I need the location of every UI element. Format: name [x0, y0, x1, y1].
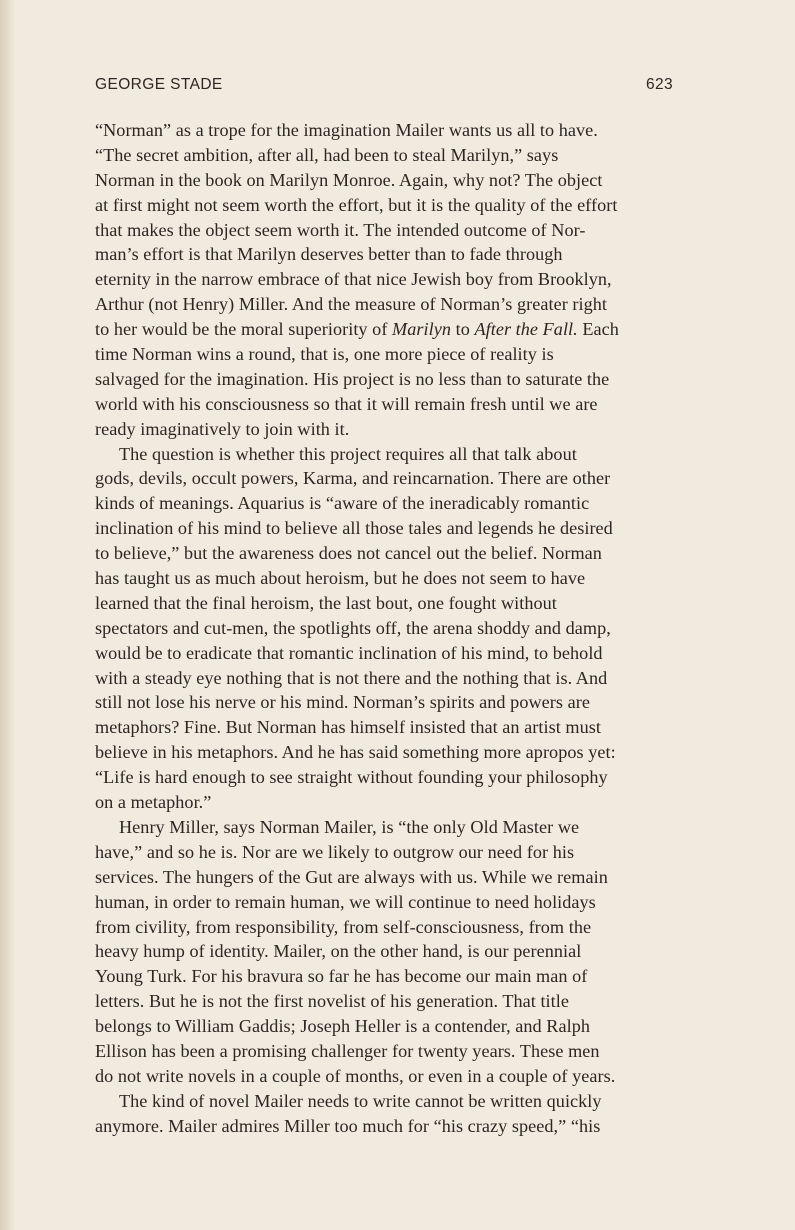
- text-line: on a metaphor.”: [95, 792, 212, 813]
- text-line: kinds of meanings. Aquarius is “aware of the ineradicably romantic: [95, 493, 590, 514]
- text-line: gods, devils, occult powers, Karma, and reincarnation. There are other: [95, 468, 611, 489]
- text-line: “The secret ambition, after all, had been to steal Marilyn,” says: [95, 144, 559, 165]
- text-line: do not write novels in a couple of months, or even in a couple of years.: [95, 1065, 616, 1086]
- text-line: Young Turk. For his bravura so far he has become our main man of: [95, 966, 588, 987]
- page-gutter-shadow: [0, 0, 14, 1230]
- text-segment: Each: [582, 319, 619, 340]
- text-line: with a steady eye nothing that is not there and the nothing that is. And: [95, 667, 608, 688]
- text-line: letters. But he is not the first novelist of his generation. That title: [95, 991, 569, 1012]
- text-line: metaphors? Fine. But Norman has himself insisted that an artist must: [95, 717, 602, 738]
- text-line: services. The hungers of the Gut are always with us. While we remain: [95, 866, 608, 887]
- text-line: belongs to William Gaddis; Joseph Heller is a contender, and Ralph: [95, 1016, 590, 1037]
- text-line: man’s effort is that Marilyn deserves better than to fade through: [95, 244, 563, 265]
- text-line: Ellison has been a promising challenger for twenty years. These men: [95, 1040, 600, 1061]
- text-line: anymore. Mailer admires Miller too much for “his crazy speed,” “his: [95, 1115, 601, 1136]
- text-line: to believe,” but the awareness does not cancel out the belief. Norman: [95, 543, 602, 564]
- text-line: human, in order to remain human, we will continue to need holidays: [95, 891, 596, 912]
- text-line: ready imaginatively to join with it.: [95, 418, 350, 439]
- text-segment: to: [455, 319, 470, 340]
- text-line: Arthur (not Henry) Miller. And the measure of Norman’s greater right: [95, 294, 607, 315]
- text-line: spectators and cut-men, the spotlights off, the arena shoddy and damp,: [95, 617, 611, 638]
- running-title: GEORGE STADE: [95, 76, 223, 93]
- text-line: that makes the object seem worth it. The intended outcome of Nor-: [95, 219, 586, 240]
- text-line: “Norman” as a trope for the imagination Mailer wants us all to have.: [95, 120, 598, 140]
- text-line: inclination of his mind to believe all those tales and legends he desired: [95, 518, 613, 539]
- text-line: have,” and so he is. Nor are we likely to outgrow our need for his: [95, 841, 575, 862]
- text-line: eternity in the narrow embrace of that nice Jewish boy from Brooklyn,: [95, 269, 612, 290]
- text-line: would be to eradicate that romantic inclination of his mind, to behold: [95, 642, 603, 663]
- text-line: still not lose his nerve or his mind. Norman’s spirits and powers are: [95, 692, 590, 713]
- text-line: at first might not seem worth the effort, but it is the quality of the effort: [95, 194, 618, 215]
- italic-title: Marilyn: [392, 319, 451, 340]
- text-line: from civility, from responsibility, from self-consciousness, from the: [95, 916, 592, 937]
- text-line: Norman in the book on Marilyn Monroe. Again, why not? The object: [95, 169, 603, 190]
- text-segment: to her would be the moral superiority of: [95, 319, 388, 340]
- text-line: Henry Miller, says Norman Mailer, is “the only Old Master we: [119, 816, 580, 837]
- text-line: “Life is hard enough to see straight without founding your philosophy: [95, 767, 608, 788]
- text-line: [95, 317, 680, 342]
- text-line: believe in his metaphors. And he has said something more apropos yet:: [95, 742, 616, 763]
- italic-title: After the Fall.: [474, 319, 578, 340]
- text-line: time Norman wins a round, that is, one more piece of reality is: [95, 344, 554, 365]
- text-line: The kind of novel Mailer needs to write cannot be written quickly: [119, 1090, 602, 1111]
- page-number: 623: [645, 76, 673, 93]
- text-line: salvaged for the imagination. His project is no less than to saturate the: [95, 368, 610, 389]
- text-line: has taught us as much about heroism, but he does not seem to have: [95, 568, 586, 589]
- text-line: heavy hump of identity. Mailer, on the other hand, is our perennial: [95, 941, 582, 962]
- text-line: The question is whether this project requires all that talk about: [119, 443, 577, 464]
- body-text: [95, 118, 680, 1139]
- text-line: learned that the final heroism, the last bout, one fought without: [95, 592, 557, 613]
- text-line: world with his consciousness so that it will remain fresh until we are: [95, 393, 598, 414]
